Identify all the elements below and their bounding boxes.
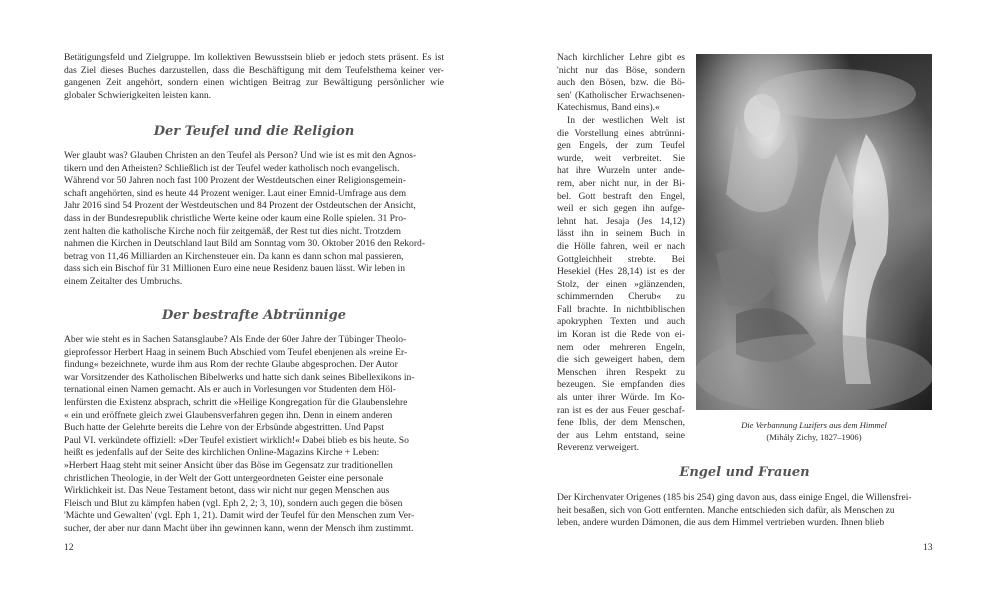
text-line: Reverenz verweigert. [557, 442, 640, 454]
text-line: gieprofessor Herbert Haag in seinem Buch Abschied vom Teufel ebenjenen als »reine Er- [64, 346, 408, 358]
text-line: Wirklichkeit ist. Das Neue Testament betont, dass wir nicht nur gegen Menschen aus [64, 485, 390, 497]
text-line: Gottgleichheit strebte. Bei [557, 253, 685, 265]
text-line: ternational einen Namen gemacht. Als er auch in Vorlesungen vor Studenten dem Höl- [64, 384, 396, 396]
text-line: findung« bezeichnete, wurde ihm aus Rom der rechte Glaube abgesprochen. Der Autor [64, 359, 398, 371]
falling-angel [716, 248, 776, 306]
text-line: Stolz, der einen »glänzenden, [557, 278, 685, 290]
text-line: In der westlichen Welt ist [567, 114, 685, 126]
text-line: rem, aber nicht nur, in der Bi- [557, 177, 685, 189]
text-line: christlichen Theologie, in der Welt der Gott untergeordneten Geister eine personale [64, 472, 384, 484]
section-heading: Der Teufel und die Religion [153, 124, 355, 139]
text-line: Buch hatte der Gelehrte bereits die Lehre von der Erbsünde abgestritten. Und Papst [64, 422, 384, 434]
text-line: die sich geweigert haben, dem [557, 354, 685, 366]
section-heading: Der bestrafte Abtrünnige [162, 308, 346, 323]
text-line: das Ziel dieses Buches darzustellen, dass die Beschäftigung mit dem Teufelsthema keiner ver- [64, 64, 444, 76]
text-line: heit besaßen, sich von Gott entfernten. Manche entschieden sich dafür, als Menschen zu [557, 504, 895, 516]
text-line: Fall brachte. In nichtbiblischen [557, 303, 685, 315]
text-line: tikern und den Atheisten? Schließlich ist der Teufel weder katholisch noch evangelisch. [64, 162, 400, 174]
text-line: ran ist es der aus Feuer geschaf- [557, 404, 685, 416]
text-line: schimmernden Cherub« zu [557, 291, 685, 303]
image-caption [696, 419, 932, 443]
text-line: Während vor 50 Jahren noch fast 100 Prozent der Westdeutschen einer Religionsgemein- [64, 175, 406, 187]
text-line: Wer glaubt was? Glauben Christen an den Teufel als Person? Und wie ist es mit den Agnos- [64, 150, 417, 161]
text-line: globaler Schwierigkeiten leisten kann. [64, 89, 212, 101]
text-line: auch den Bösen, bzw. die Bö- [557, 77, 685, 89]
text-line: 'Mächte und Gewalten' (vgl. Eph 1, 21). Damit wird der Teufel für den Menschen zum Ver- [64, 510, 415, 522]
text-line: Der Kirchenvater Origenes (185 bis 254) ging davon aus, dass einige Engel, die Willensfrei- [557, 492, 912, 503]
section-1-paragraph [64, 150, 444, 289]
text-line: einem Zeitalter des Umbruchs. [64, 275, 183, 287]
caption-title: Die Verbannung Luzifers aus dem Himmel [741, 420, 887, 430]
section-2-paragraph [64, 334, 444, 536]
text-line: fene Iblis, der dem Menschen, [557, 417, 685, 429]
text-line: als unter ihrer Würde. Im Ko- [557, 392, 685, 404]
text-line: zent halten die katholische Kirche noch für zeitgemäß, der Rest tut dies nicht. Trotzdem [64, 225, 402, 237]
side-column-paragraph [557, 52, 685, 455]
text-line: sen' (Katholischer Erwachsenen- [557, 89, 685, 101]
text-line: Katechismus, Band eins).« [557, 102, 660, 114]
text-line: »Herbert Haag steht mit seiner Ansicht über das Böse im Gegensatz zur traditionellen [64, 459, 393, 471]
text-line: betrag von 11,46 Milliarden an Kirchensteuer ein. Da kann es dann schon mal passieren, [64, 250, 404, 262]
text-line: gen Engels, der zum Teufel [557, 140, 685, 152]
engraving-artwork [696, 54, 932, 410]
text-line: gangenen Zeit angehört, sondern einen wichtigen Beitrag zur Bewältigung persönlicher wie [64, 77, 444, 89]
text-line: die Hölle fahren, weil er nach [557, 240, 685, 252]
text-line: bel. Gott bestraft den Engel, [557, 190, 685, 202]
intro-paragraph [64, 52, 444, 102]
text-line: heißt es jedenfalls auf der Seite des kirchlichen Online-Magazins Kirche + Leben: [64, 447, 380, 459]
text-line: « ein und eröffnete gleich zwei Glaubensverfahren gegen ihn. Denn in einem anderen [64, 409, 393, 421]
text-line: Menschen ihren Respekt zu [557, 366, 685, 378]
text-line: Paul VI. verkündete offiziell: »Der Teufel existiert wirklich!« Dabei blieb es bis heute. So [64, 434, 409, 446]
text-line: Jahr 2016 sind 54 Prozent der Westdeutschen und 84 Prozent der Ostdeutschen der Ansicht, [64, 200, 416, 212]
text-line: apokryphen Texten und auch [557, 316, 685, 328]
text-line: weil er sich gegen ihn aufge- [557, 203, 685, 215]
right-page [500, 0, 999, 600]
text-line: Betätigungsfeld und Zielgruppe. Im kollektiven Bewusstsein blieb er jedoch stets präsent. Es ist [64, 52, 444, 63]
text-line: 'nicht nur das Böse, sondern [557, 64, 685, 76]
text-line: Aber wie steht es in Sachen Satansglaube? Als Ende der 60er Jahre der Tübinger Theolo- [64, 334, 407, 345]
cloud [696, 334, 932, 410]
text-line: dass sich ein Bischof für 31 Millionen Euro eine neue Residenz bauen lässt. Wir leben in [64, 263, 405, 275]
text-line: lässt ihn in seinem Buch in [557, 228, 685, 240]
text-line: leben, andere wurden Dämonen, die aus dem Himmel vertrieben wurden. Ihnen blieb [557, 517, 885, 529]
text-line: die Vorstellung eines abtrünni- [557, 127, 685, 139]
text-line: dass in der Bundesrepublik christliche Werte keine oder kaum eine Rolle spielen. 31 Pro- [64, 212, 407, 224]
section-heading: Engel und Frauen [679, 465, 810, 480]
text-line: bezeugen. Sie empfanden dies [557, 379, 685, 391]
text-line: Hesekiel (Hes 28,14) ist es der [557, 266, 685, 278]
engraving-illustration [696, 54, 932, 410]
page-number: 13 [923, 542, 933, 553]
page-number: 12 [64, 542, 74, 553]
section-3-paragraph [557, 492, 932, 530]
text-line: schaft angehörten, sind es heute 44 Prozent weniger. Laut einer Emnid-Umfrage aus dem [64, 187, 407, 199]
text-line: war Vorsitzender des Katholischen Bibelwerks und hatte sich dank seines Bibellexikons in- [64, 371, 415, 383]
text-line: Fleisch und Blut zu kämpfen haben (vgl. Eph 2, 2; 3, 10), sondern auch gegen die bösen [64, 497, 403, 509]
text-line: hat ihre Wurzeln unter ande- [557, 165, 685, 177]
caption-credit: (Mihály Zichy, 1827–1906) [766, 432, 862, 442]
text-line: lehnt hat. Jesaja (Jes 14,12) [557, 215, 685, 227]
text-line: nahmen die Kirchen in Deutschland laut Bild am Sonntag vom 30. Oktober 2016 den Rekord- [64, 238, 426, 250]
text-line: nem oder mehreren Engeln, [557, 341, 685, 353]
text-line: lenfürsten die Existenz absprach, schritt die »Heilige Kongregation für die Glaubenslehre [64, 396, 408, 408]
text-line: im Koran ist die Rede von ei- [557, 329, 685, 341]
text-line: Nach kirchlicher Lehre gibt es [557, 52, 685, 63]
text-line: der aus Lehm entstand, seine [557, 429, 685, 441]
text-line: sucher, der aber nur dann Macht über ihn gewinnen kann, wenn der Mensch ihm zustimmt. [64, 522, 414, 534]
text-line: wurde, weit verbreitet. Sie [557, 152, 685, 164]
cloud [756, 69, 916, 119]
